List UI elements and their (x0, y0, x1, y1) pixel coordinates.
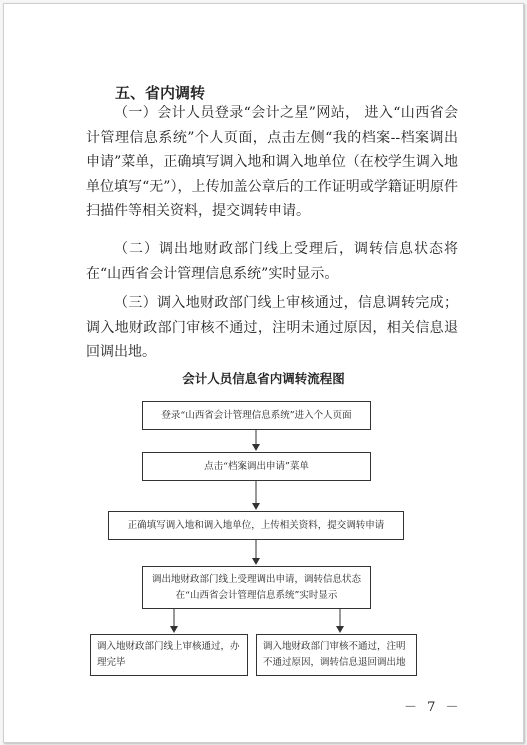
paragraph-1: （一）会计人员登录“会计之星”网站， 进入“山西省会计管理信息系统”个人页面，点击左侧“我的档案--档案调出申请”菜单，正确填写调入地和调入地单位（在校学生调入地单位填写“无”），上传加盖公章后的工作证明或学籍证明原件扫描件等相关资料，提交调转申请。 (86, 105, 458, 219)
flow-step-submit-text: 正确填写调入地和调入地单位，上传相关资料，提交调转申请 (127, 519, 385, 531)
flow-step-menu (142, 452, 371, 481)
flow-step-accept-text: 调出地财政部门线上受理调出申请，调转信息状态在“山西省会计管理信息系统”实时显示 (151, 573, 361, 601)
flow-outcome-rejected (256, 634, 417, 676)
flow-step-menu-text: 点击“档案调出申请”菜单 (204, 460, 309, 472)
flow-step-login (142, 401, 371, 430)
flow-step-login-text: 登录“山西省会计管理信息系统”进入个人页面 (161, 409, 352, 421)
document-page (3, 3, 524, 743)
page-number: － 7 － (404, 700, 462, 715)
flow-step-submit (108, 511, 404, 540)
flow-outcome-approved (90, 634, 248, 676)
flow-outcome-rejected-text: 调入地财政部门审核不通过，注明不通过原因，调转信息退回调出地 (263, 641, 406, 668)
section-heading: 五、省内调转 (115, 84, 206, 102)
flowchart-title: 会计人员信息省内调转流程图 (182, 371, 345, 386)
flow-step-accept (142, 566, 371, 609)
flow-outcome-approved-text: 调入地财政部门线上审核通过，办理完毕 (97, 641, 240, 668)
paragraph-2: （二）调出地财政部门线上受理后，调转信息状态将在“山西省会计管理信息系统”实时显示。 (86, 241, 458, 282)
paragraph-3: （三）调入地财政部门线上审核通过，信息调转完成；调入地财政部门审核不通过，注明未通过原因，相关信息退回调出地。 (86, 295, 458, 360)
